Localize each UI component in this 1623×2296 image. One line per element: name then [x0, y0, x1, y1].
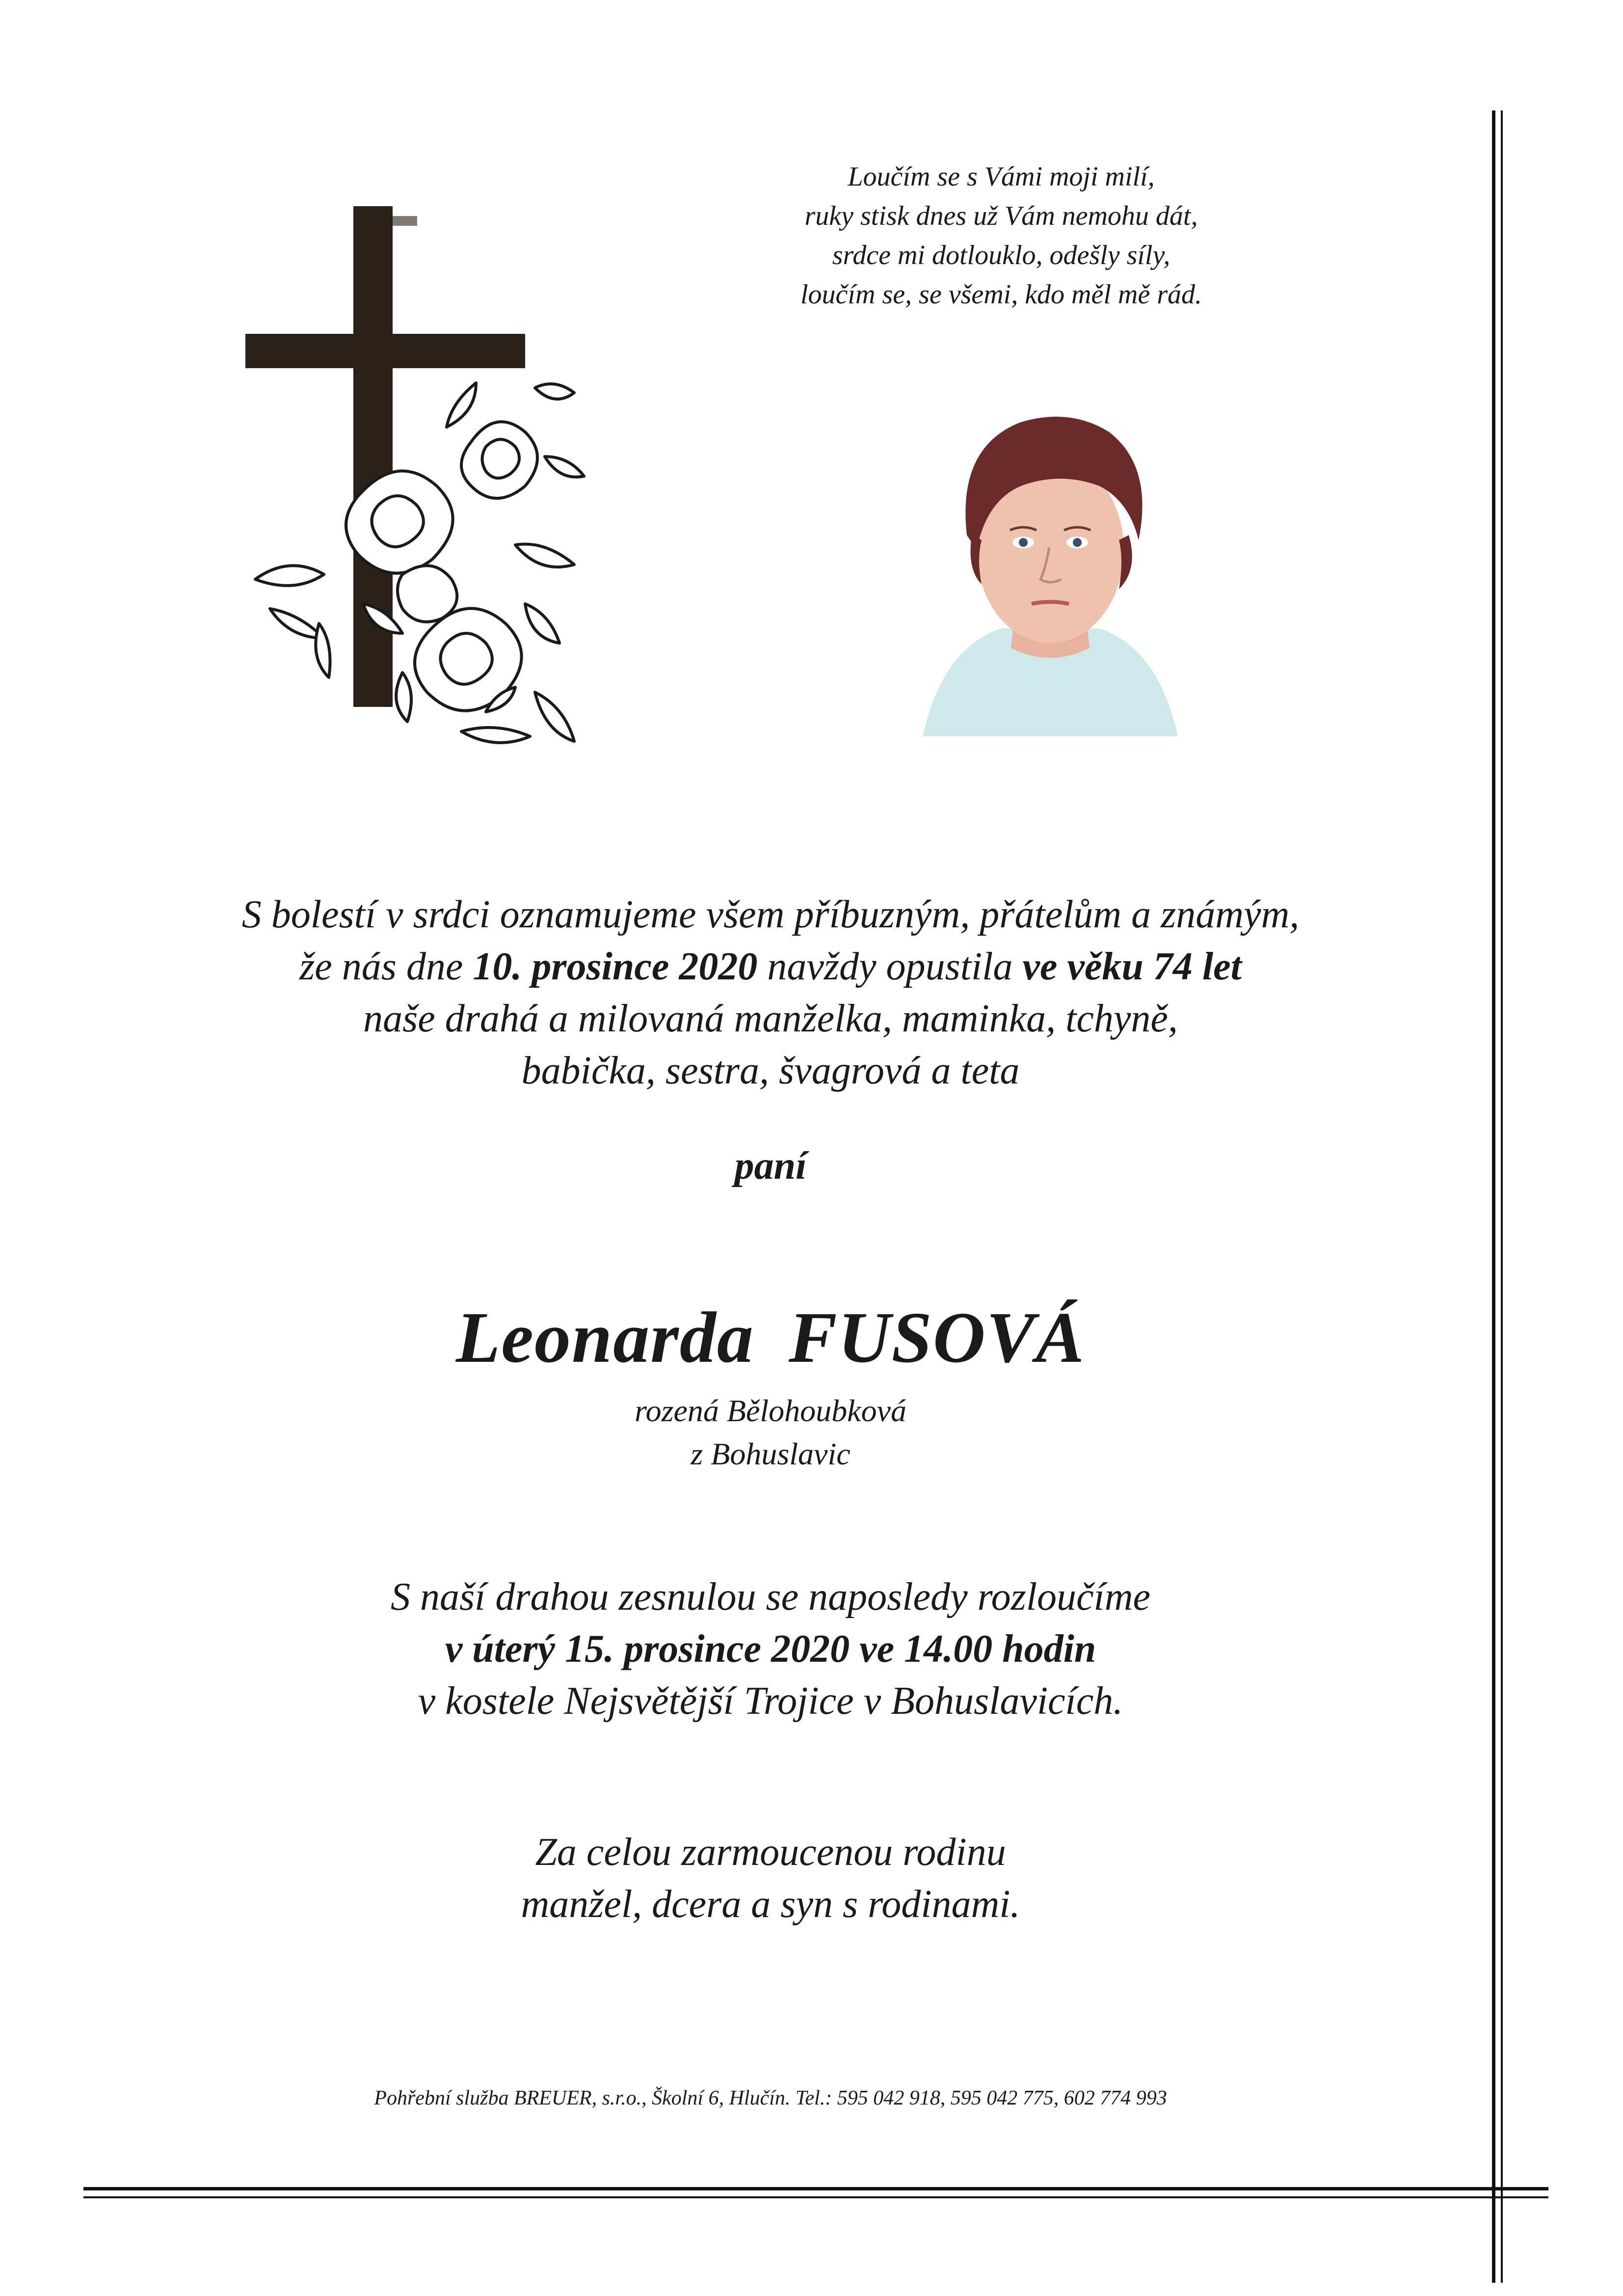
funeral-place: v kostele Nejsvětější Trojice v Bohuslavicích.: [418, 1679, 1123, 1723]
first-name: Leonarda: [455, 1297, 754, 1378]
announcement-text: že nás dne: [299, 945, 473, 988]
poem-line: srdce mi dotlouklo, odešly síly,: [832, 240, 1171, 270]
frame-right-line-inner: [1501, 110, 1503, 2283]
frame-bottom-line-outer: [83, 2187, 1548, 2190]
poem: [756, 157, 1247, 314]
funeral-service-footer: Pohřební služba BREUER, s.r.o., Školní 6, Hlučín. Tel.: 595 042 918, 595 042 775, 602 774 993: [374, 2087, 1167, 2109]
deceased-name: [128, 1296, 1413, 1379]
family-line: Za celou zarmoucenou rodinu: [535, 1831, 1006, 1874]
farewell: [128, 1571, 1413, 1727]
announcement-text: navždy opustila: [757, 945, 1023, 988]
origin: z Bohuslavic: [691, 1436, 851, 1471]
age: ve věku 74 let: [1022, 945, 1242, 988]
announcement-line: naše drahá a milovaná manželka, maminka, tchyně,: [363, 997, 1178, 1040]
maiden-name: rozená Bělohoubková: [635, 1393, 906, 1428]
family-line: manžel, dcera a syn s rodinami.: [521, 1883, 1020, 1926]
announcement-line: babička, sestra, švagrová a teta: [521, 1049, 1020, 1092]
title-word: paní: [734, 1144, 807, 1188]
deceased-details: [128, 1389, 1413, 1476]
poem-line: ruky stisk dnes už Vám nemohu dát,: [804, 201, 1198, 231]
family-signature: [128, 1826, 1413, 1930]
funeral-datetime: v úterý 15. prosince 2020 ve 14.00 hodin: [445, 1627, 1096, 1671]
announcement: [128, 889, 1413, 1097]
portrait-photo: [923, 373, 1178, 736]
surname: FUSOVÁ: [788, 1297, 1086, 1378]
poem-line: loučím se, se všemi, kdo měl mě rád.: [800, 279, 1202, 310]
farewell-line: S naší drahou zesnulou se naposledy rozloučíme: [390, 1575, 1151, 1619]
announcement-line: S bolestí v srdci oznamujeme všem příbuzným, přátelům a známým,: [241, 893, 1300, 936]
frame-right-line-outer: [1492, 110, 1495, 2283]
cross-with-roses-icon: [240, 201, 594, 756]
death-date: 10. prosince 2020: [473, 945, 758, 988]
announcement-line: [128, 941, 1413, 993]
poem-line: Loučím se s Vámi moji milí,: [848, 162, 1155, 192]
frame-bottom-line-inner: [83, 2196, 1548, 2198]
